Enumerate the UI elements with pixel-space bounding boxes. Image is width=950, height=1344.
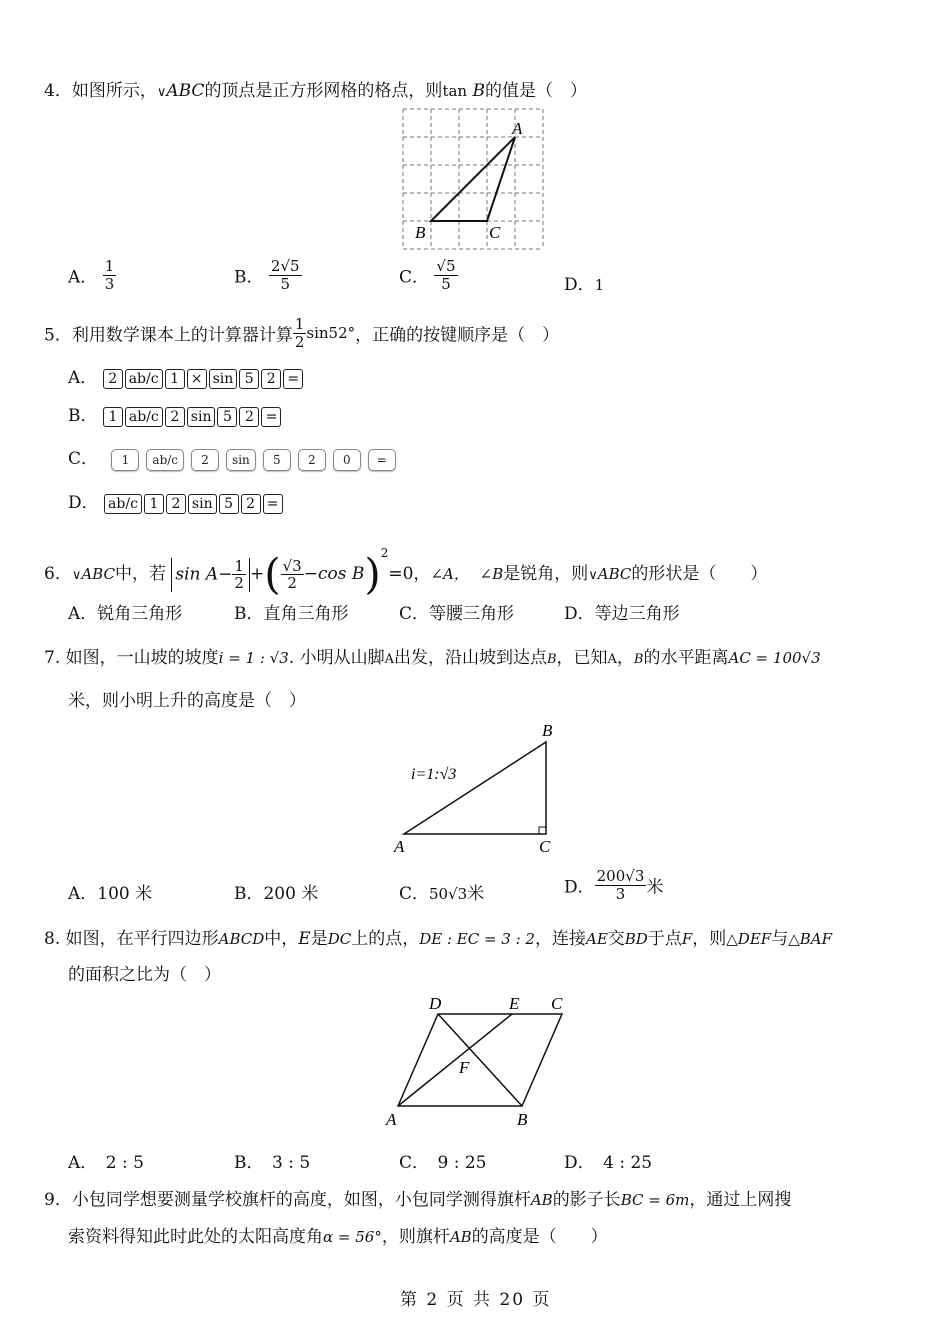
q7-option-c[interactable]: C．50√3米: [399, 884, 485, 904]
q8-option-c[interactable]: C． 9 : 25: [399, 1153, 487, 1173]
q6-stem: 6．∨ABC中，若 sin A− $\frac{1}{2}$ +( $\frac{√3}{2}$ −cos B)$^2$=0，∠A， ∠B是锐角，则∨ABC的形状是（ ）: [44, 546, 768, 599]
label-d: D: [429, 994, 442, 1013]
key-sequence: 1 ab/c 2 sin 5 2 0 =: [111, 449, 402, 469]
label-b: B: [542, 721, 553, 740]
q7-option-d[interactable]: D． $\frac{200√3}{3}$ 米: [564, 867, 664, 903]
q5-option-d[interactable]: D． ab/c 1 2 sin 5 2 =: [68, 488, 285, 514]
label-c: C: [489, 223, 501, 242]
q7-option-b[interactable]: B．200 米: [234, 884, 319, 904]
key-sequence: 2 ab/c 1 × sin 5 2 =: [103, 368, 306, 388]
label-b: B: [517, 1110, 528, 1129]
slope-label: i=1:√3: [411, 766, 457, 783]
label-e: E: [509, 994, 520, 1013]
q5-option-a[interactable]: A． 2 ab/c 1 × sin 5 2 =: [68, 363, 305, 389]
q6-option-b[interactable]: B．直角三角形: [234, 604, 349, 624]
q8-option-a[interactable]: A． 2 : 5: [68, 1153, 144, 1173]
q8-option-d[interactable]: D． 4 : 25: [564, 1153, 653, 1173]
q8-parallelogram-figure: [380, 994, 580, 1134]
q8-stem-line2: 的面积之比为（ ）: [68, 965, 221, 985]
q4-option-d[interactable]: D．1: [564, 275, 605, 295]
q7-stem-line1: 7. 如图，一山坡的坡度i = 1 : √3. 小明从山脚A出发，沿山坡到达点B，已知A，B的水平距离AC = 100√3: [44, 648, 821, 668]
label-b: B: [415, 223, 426, 242]
q4-stem: 4．如图所示，∨ABC的顶点是正方形网格的格点，则tan B的值是（ ）: [44, 81, 587, 101]
q7-slope-figure: [388, 718, 568, 860]
q5-option-c[interactable]: C． 1 ab/c 2 sin 5 2 0 =: [68, 444, 403, 471]
q8-stem-line1: 8. 如图，在平行四边形ABCD中，E是DC上的点，DE : EC = 3 : 2，连接AE交BD于点F，则△DEF与△BAF: [44, 929, 832, 949]
q4-option-b[interactable]: B． $\frac{2√5}{5}$: [234, 257, 300, 293]
q5-option-b[interactable]: B． 1 ab/c 2 sin 5 2 =: [68, 401, 283, 427]
right-angle-mark: [539, 827, 546, 834]
page-footer: 第 2 页 共 20 页: [400, 1290, 552, 1310]
segment-ae: [398, 1014, 512, 1106]
abs-expression: sin A− $\frac{1}{2}$: [171, 558, 250, 592]
key-sequence: ab/c 1 2 sin 5 2 =: [104, 493, 285, 513]
label-a: A: [394, 837, 405, 856]
q8-option-b[interactable]: B． 3 : 5: [234, 1153, 311, 1173]
triangle-abc: [431, 137, 515, 221]
segment-bd: [438, 1014, 522, 1106]
q4-grid-figure: [398, 104, 550, 254]
q5-stem: 5．利用数学课本上的计算器计算 $\frac{1}{2}$ sin52°，正确的按键顺序是（ ）: [44, 315, 560, 351]
q4-option-a[interactable]: A． $\frac{1}{3}$: [68, 257, 115, 293]
label-c: C: [551, 994, 563, 1013]
q6-option-d[interactable]: D．等边三角形: [564, 604, 680, 624]
label-a: A: [386, 1110, 397, 1129]
key-sequence: 1 ab/c 2 sin 5 2 =: [103, 406, 284, 426]
q9-stem-line1: 9．小包同学想要测量学校旗杆的高度，如图，小包同学测得旗杆AB的影子长BC = 6m，通过上网搜: [44, 1190, 792, 1210]
slope-triangle: [404, 742, 546, 834]
q9-stem-line2: 索资料得知此时此处的太阳高度角α = 56°，则旗杆AB的高度是（ ）: [68, 1227, 608, 1247]
q6-option-c[interactable]: C．等腰三角形: [399, 604, 515, 624]
q4-option-c[interactable]: C． $\frac{√5}{5}$: [399, 257, 456, 293]
q7-stem-line2: 米，则小明上升的高度是（ ）: [68, 691, 306, 711]
label-c: C: [539, 837, 551, 856]
q6-option-a[interactable]: A．锐角三角形: [68, 604, 183, 624]
q7-option-a[interactable]: A．100 米: [68, 884, 153, 904]
label-f: F: [459, 1058, 470, 1077]
label-a: A: [512, 119, 523, 138]
